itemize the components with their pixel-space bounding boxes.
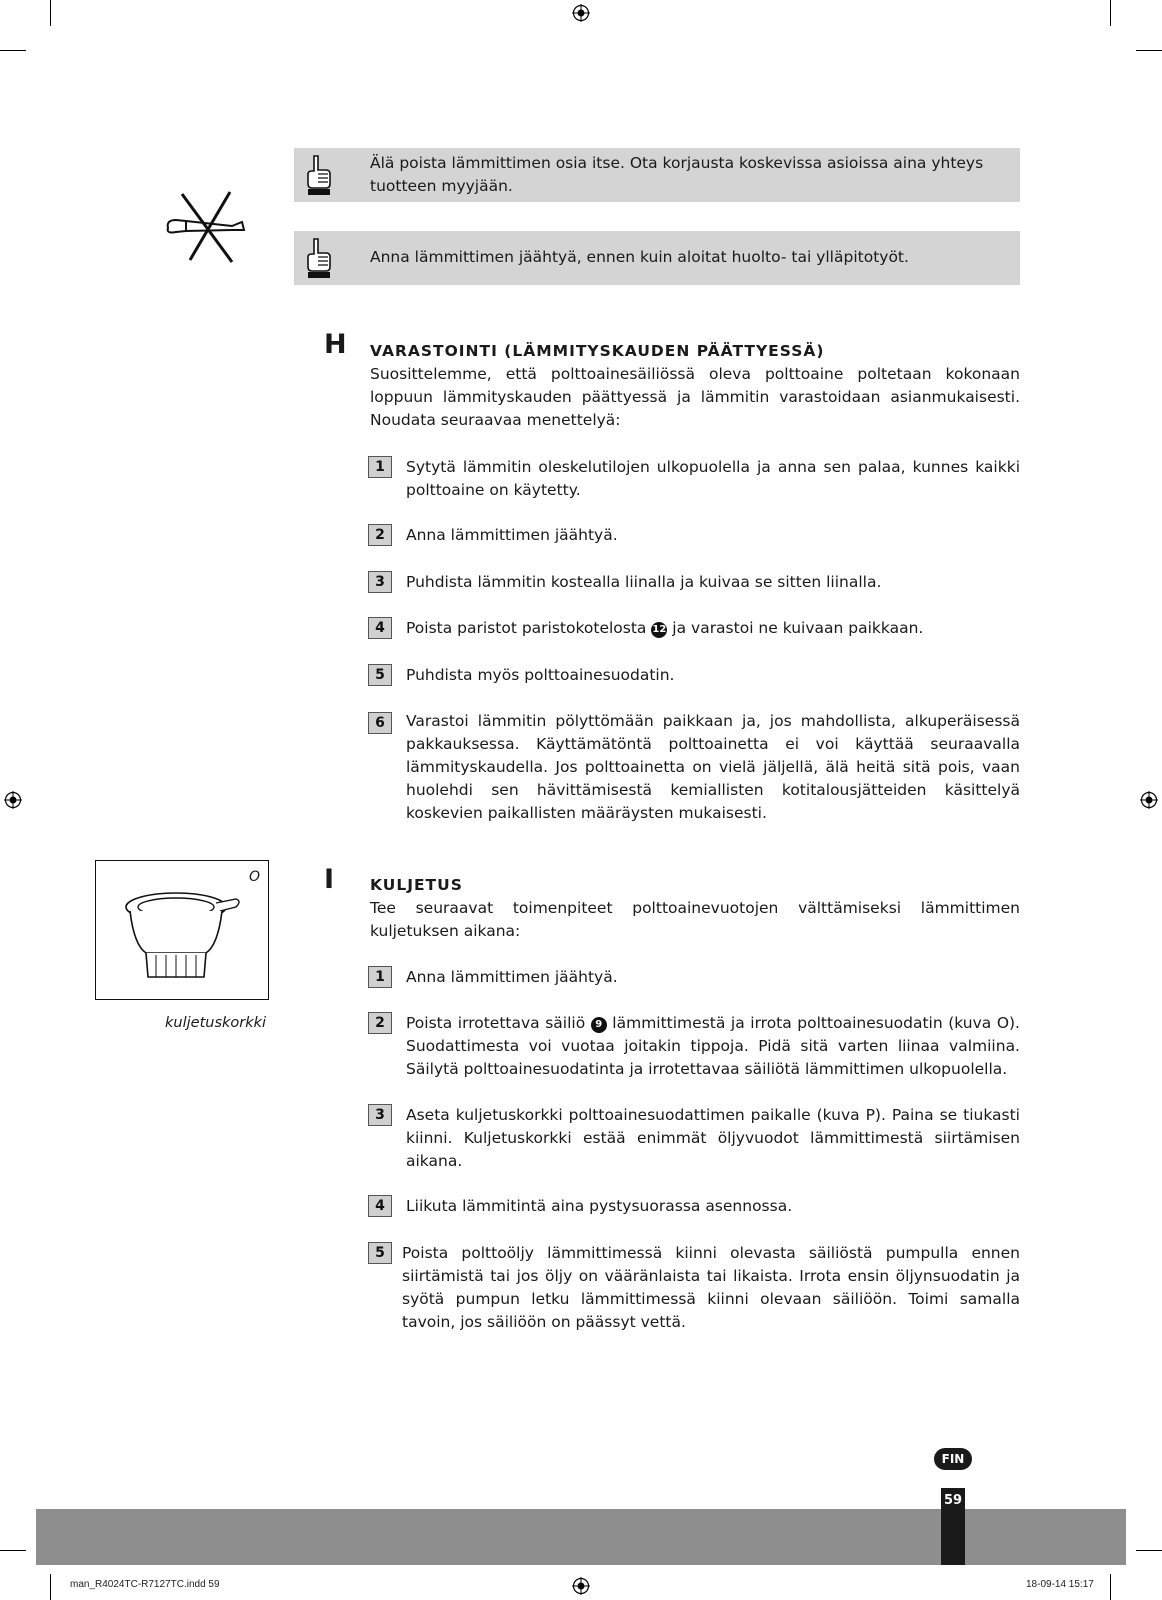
- step-text: Puhdista myös polttoainesuodatin.: [406, 666, 675, 684]
- section-letter: H: [324, 329, 347, 360]
- figure-caption: kuljetuskorkki: [165, 1015, 267, 1031]
- step-number: 1: [368, 966, 392, 988]
- warning-note: [294, 148, 1020, 202]
- step-text: Liikuta lämmitintä aina pystysuorassa asennossa.: [406, 1197, 793, 1215]
- step-text: Aseta kuljetuskorkki polttoainesuodattimen paikalle (kuva P). Paina se tiukasti kiinni. Kuljetuskorkki estää enimmät öljyvuodot lämmittimestä siirtämisen aikana.: [406, 1106, 1020, 1170]
- step-text: Anna lämmittimen jäähtyä.: [406, 968, 618, 986]
- step-text: Poista polttoöljy lämmittimessä kiinni olevasta säiliöstä pumpulla ennen siirtämistä tai jos öljy on vääränlaista tai likaista. Irrota ensin öljynsuodatin ja syötä pumpun letku lämmittimessä kiinni olevaan säiliöön. Toimi samalla tavoin, jos säiliöön on päässyt vettä.: [402, 1244, 1020, 1331]
- section-title: KULJETUS: [370, 876, 463, 894]
- step-text: [406, 1012, 1020, 1081]
- part-number-badge: 12: [651, 622, 667, 638]
- crop-mark: [0, 50, 26, 51]
- pointing-hand-icon: [302, 154, 334, 196]
- crop-mark: [1110, 1574, 1111, 1600]
- transport-cap-icon: [116, 881, 246, 985]
- crop-mark: [50, 0, 51, 26]
- step-number: 4: [368, 617, 392, 639]
- registration-mark-icon: [1140, 791, 1158, 809]
- section-letter: I: [324, 864, 335, 895]
- figure-box: [95, 860, 269, 1000]
- step-number: 5: [368, 1242, 392, 1264]
- warning-note: [294, 231, 1020, 285]
- step-text-part: Poista irrotettava säiliö: [406, 1014, 591, 1032]
- note-text: Anna lämmittimen jäähtyä, ennen kuin aloitat huolto- tai ylläpitotyöt.: [370, 248, 909, 266]
- section-intro: Tee seuraavat toimenpiteet polttoainevuotojen välttämiseksi lämmittimen kuljetuksen aikana:: [370, 899, 1020, 940]
- no-screwdriver-icon: [162, 190, 248, 266]
- note-text: [370, 152, 983, 198]
- step-text-part: lämmittimestä ja irrota polttoainesuodatin (kuva O). Suodattimesta voi vuotaa joitakin tippoja. Pidä sitä varten liinaa valmiina. Säilytä polttoainesuodatinta ja irrotettavaa säiliötä lämmittimen ulkopuolella.: [406, 1014, 1020, 1078]
- step-number: 2: [368, 1012, 392, 1034]
- registration-mark-icon: [572, 1577, 590, 1595]
- registration-mark-icon: [572, 4, 590, 22]
- crop-mark: [1110, 0, 1111, 26]
- note-line: Älä poista lämmittimen osia itse. Ota korjausta koskevissa asioissa aina yhteys: [370, 154, 984, 172]
- step-text: Varastoi lämmitin pölyttömään paikkaan ja, jos mahdollista, alkuperäisessä pakkauksessa. Käyttämätöntä polttoainetta ei voi käyttää seuraavalla lämmityskaudella. Jos polttoainetta on vielä jäljellä, älä heitä sitä pois, vaan huolehdi sen hävittämisestä kemiallisten kotitalousjätteiden käsittelyä koskevien paikallisten määräysten mukaisesti.: [406, 712, 1020, 822]
- step-text: Anna lämmittimen jäähtyä.: [406, 526, 618, 544]
- step-text-part: Poista paristot paristokotelosta: [406, 619, 652, 637]
- step-text: [406, 617, 1020, 640]
- step-number: 3: [368, 1104, 392, 1126]
- crop-mark: [0, 1550, 26, 1551]
- section-intro: Suosittelemme, että polttoainesäiliössä oleva polttoaine poltetaan kokonaan loppuun lämmityskauden päättyessä ja lämmitin varastoidaan asianmukaisesti. Noudata seuraavaa menettelyä:: [370, 365, 1020, 429]
- pointing-hand-icon: [302, 237, 334, 279]
- note-line: tuotteen myyjään.: [370, 177, 513, 195]
- step-number: 5: [368, 664, 392, 686]
- crop-mark: [1136, 50, 1162, 51]
- step-number: 6: [368, 712, 392, 734]
- figure-label: O: [248, 869, 260, 885]
- step-number: 3: [368, 571, 392, 593]
- date-slug: 18-09-14 15:17: [1026, 1579, 1094, 1590]
- part-number-badge: 9: [591, 1017, 607, 1033]
- language-badge: FIN: [934, 1448, 972, 1470]
- step-number: 2: [368, 524, 392, 546]
- section-title: VARASTOINTI (LÄMMITYSKAUDEN PÄÄTTYESSÄ): [370, 342, 825, 360]
- step-number: 1: [368, 456, 392, 478]
- registration-mark-icon: [4, 791, 22, 809]
- step-number: 4: [368, 1195, 392, 1217]
- page-number: 59: [941, 1488, 965, 1565]
- crop-mark: [50, 1574, 51, 1600]
- step-text-part: ja varastoi ne kuivaan paikkaan.: [667, 619, 924, 637]
- step-text: Sytytä lämmitin oleskelutilojen ulkopuolella ja anna sen palaa, kunnes kaikki polttoaine on käytetty.: [406, 458, 1020, 499]
- step-text: Puhdista lämmitin kostealla liinalla ja kuivaa se sitten liinalla.: [406, 573, 882, 591]
- crop-mark: [1136, 1550, 1162, 1551]
- file-slug: man_R4024TC-R7127TC.indd 59: [70, 1579, 220, 1590]
